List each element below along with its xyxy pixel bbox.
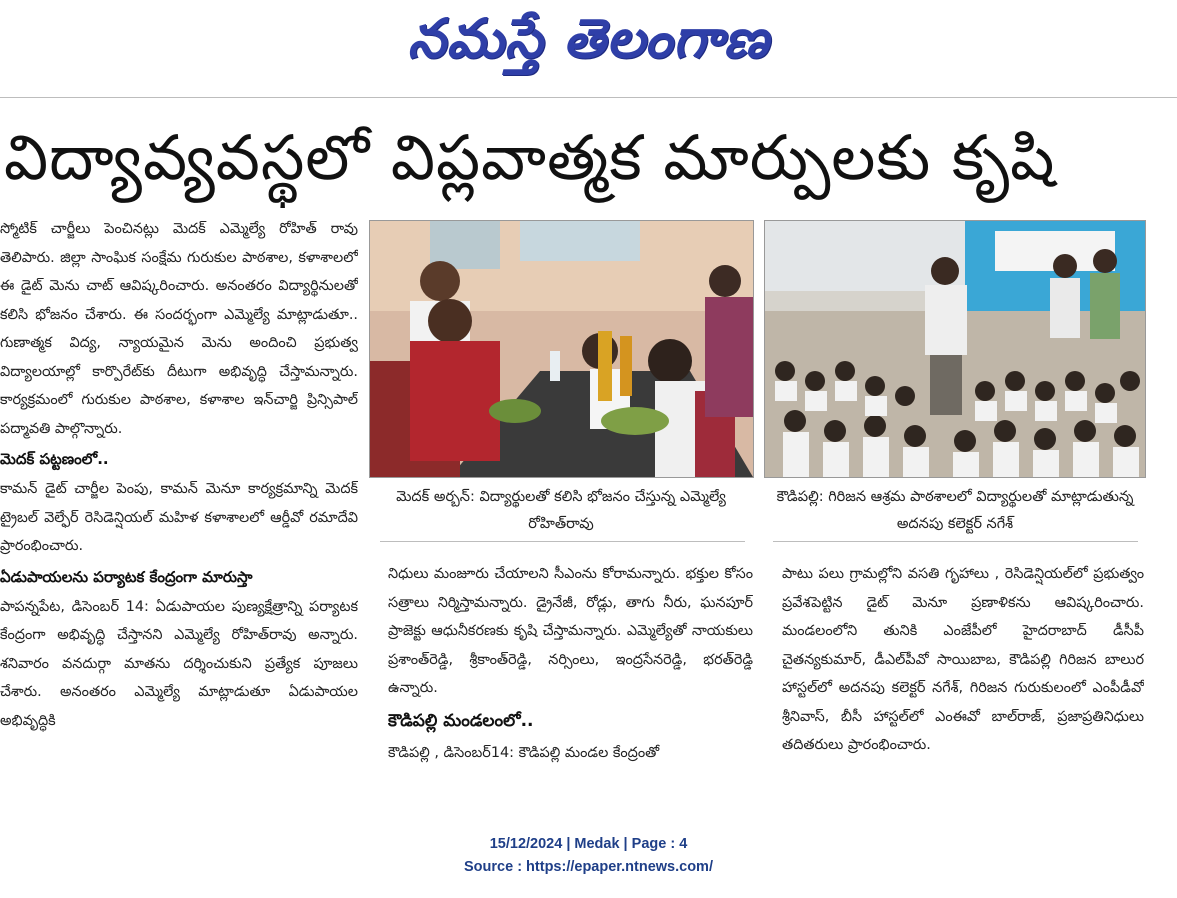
column-2-paragraph-2: కౌడిపల్లి , డిసెంబర్14: కౌడిపల్లి మండల కేంద్రంతో	[388, 744, 660, 761]
caption-2-divider	[773, 541, 1138, 542]
column-3-paragraph-1: పాటు పలు గ్రామల్లోని వసతి గృహాలు , రెసిడెన్షియల్‌లో ప్రభుత్వం ప్రవేశపెట్టిన డైట్ మెనూ ప్రణాళికను ఆవిష్కరించారు. మండలంలోని తునికి ఎంజేపీలో హైదరాబాద్ డీసీపీ చైతన్యకుమార్, డీఎల్‌పీవో సాయిబాబ, కౌడిపల్లి గిరిజన బాలుర హాస్టల్‌లో అదనపు కలెక్టర్ నగేశ్, గిరిజన గురుకులంలో ఎంపీడీవో శ్రీనివాస్, బీసీ హాస్టల్‌లో ఎంఈవో బాల్‌రాజ్, ప్రజాప్రతినిధులు తదితరులు ప్రారంభించారు.	[782, 566, 1144, 753]
column-1-paragraph-3: పాపన్నపేట, డిసెంబర్ 14: ఏడుపాయల పుణ్యక్షేత్రాన్ని పర్యాటక కేంద్రంగా అభివృద్ధి చేస్తానని ఎమ్మెల్యే రోహిత్‌రావు అన్నారు. శనివారం వనదుర్గా మాతను దర్శించుకుని ప్రత్యేక పూజలు చేశారు. అనంతరం ఎమ్మెల్యే మాట్లాడుతూ ఏడుపాయల అభివృద్ధికి	[0, 598, 358, 729]
column-1-paragraph-1: స్మోటిక్ చార్జీలు పెంచినట్లు మెదక్ ఎమ్మెల్యే రోహిత్ రావు తెలిపారు. జిల్లా సాంఘిక సంక్షేమ గురుకుల పాఠశాల, కళాశాలలో ఈ డైట్ మెను చాట్ ఆవిష్కరించారు. అనంతరం విద్యార్థినులతో కలిసి భోజనం చేశారు. ఈ సందర్భంగా ఎమ్మెల్యే మాట్లాడుతూ.. గుణాత్మక విద్య, న్యాయమైన మెను అందించి ప్రభుత్వ విద్యాలయాల్లో కార్పొరేట్‌కు దీటుగా అభివృద్ధి చేస్తామన్నారు. కార్యక్రమంలో గురుకుల పాఠశాల, కళాశాల ఇన్‌చార్జి ప్రిన్సిపాల్ పద్మావతి పాల్గొన్నారు.	[0, 221, 358, 437]
masthead-divider	[0, 97, 1177, 98]
photo-collector-students	[764, 220, 1146, 478]
photo-mla-lunch	[369, 220, 754, 478]
caption-1-divider	[380, 541, 745, 542]
photo-collector-students-image	[765, 221, 1145, 477]
article-column-3	[782, 560, 1144, 790]
article-column-2	[388, 560, 753, 790]
newspaper-logo: నమస్తే తెలంగాణ	[407, 6, 770, 70]
article-headline: విద్యావ్యవస్థలో విప్లవాత్మక మార్పులకు కృషి	[4, 121, 1056, 194]
masthead	[0, 0, 1177, 90]
photo-2-caption: కౌడిపల్లి: గిరిజన ఆశ్రమ పాఠశాలలో విద్యార్థులతో మాట్లాడుతున్న అదనపు కలెక్టర్ నగేశ్	[776, 489, 1134, 532]
column-1-subheading-1: మెదక్ పట్టణంలో..	[0, 450, 109, 468]
photo-mla-lunch-image	[370, 221, 753, 477]
column-1-paragraph-2: కామన్ డైట్ చార్జీల పెంపు, కామన్ మెనూ కార్యక్రమాన్ని మెదక్ ట్రైబల్ వెల్ఫేర్ రెసిడెన్షియల్ మహిళ కళాశాలలో ఆర్డీవో రమాదేవి ప్రారంభించారు.	[0, 481, 358, 554]
source-link[interactable]: Source : https://epaper.ntnews.com/	[464, 859, 713, 875]
column-1-subheading-2: ఏడుపాయలను పర్యాటక కేంద్రంగా మారుస్తా	[0, 567, 253, 586]
page-info: 15/12/2024 | Medak | Page : 4	[489, 836, 688, 852]
column-2-subheading: కౌడిపల్లి మండలంలో..	[388, 710, 534, 731]
column-2-paragraph-1: నిధులు మంజూరు చేయాలని సీఎంను కోరామన్నారు. భక్తుల కోసం సత్రాలు నిర్మిస్తామన్నారు. డ్రైనేజీ, రోడ్లు, తాగు నీరు, ఘనపూర్ ప్రాజెక్టు ఆధునీకరణకు కృషి చేస్తామన్నారు. ఎమ్మెల్యేతో నాయకులు ప్రశాంత్‌రెడ్డి, శ్రీకాంత్‌రెడ్డి, నర్సింలు, ఇంద్రసేనరెడ్డి, భరత్‌రెడ్డి ఉన్నారు.	[388, 566, 753, 696]
article-column-1	[0, 215, 358, 795]
photo-1-caption: మెదక్ అర్బన్: విద్యార్థులతో కలిసి భోజనం చేస్తున్న ఎమ్మెల్యే రోహిత్‌రావు	[396, 489, 726, 532]
